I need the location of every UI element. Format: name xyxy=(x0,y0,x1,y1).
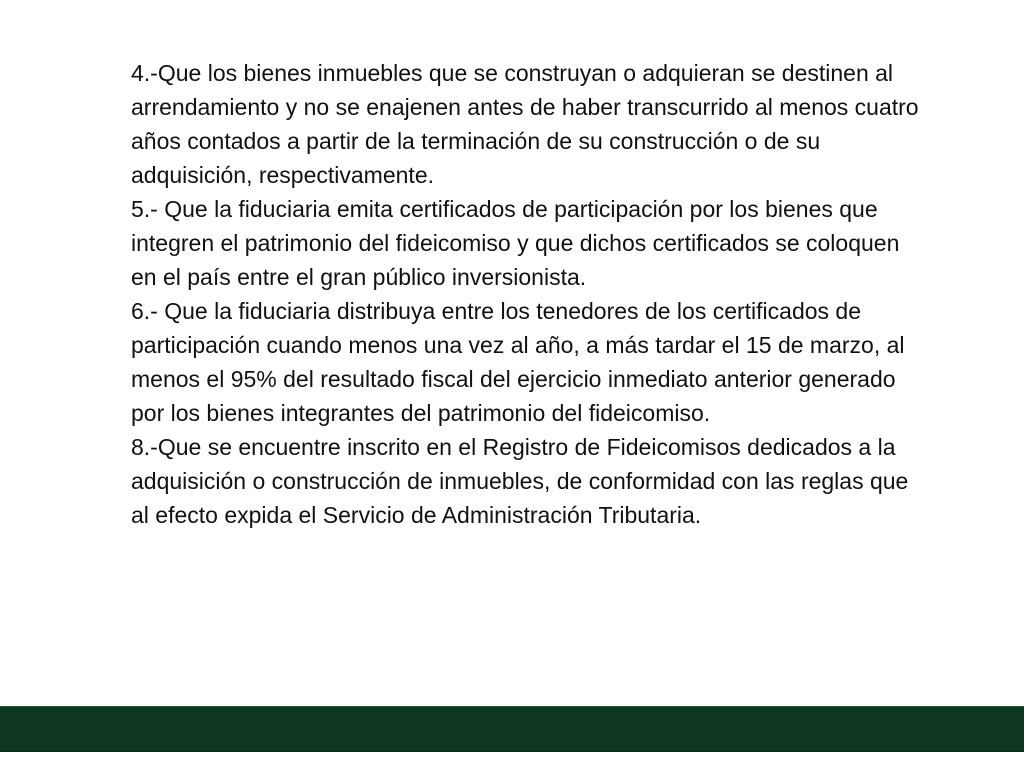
requirement-4: 4.-Que los bienes inmuebles que se construyan o adquieran se destinen al arrendamiento y no se enajenen antes de haber transcurrido al menos cuatro años contados a partir de la terminación de su construcción o de su adquisición, respectivamente. xyxy=(131,60,919,188)
slide-body xyxy=(131,56,931,532)
requirement-5: 5.- Que la fiduciaria emita certificados de participación por los bienes que integren el patrimonio del fideicomiso y que dichos certificados se coloquen en el país entre el gran público inversionista. xyxy=(131,196,900,290)
footer-band xyxy=(0,706,1024,752)
requirement-6: 6.- Que la fiduciaria distribuya entre los tenedores de los certificados de participación cuando menos una vez al año, a más tardar el 15 de marzo, al menos el 95% del resultado fiscal del ejercicio inmediato anterior generado por los bienes integrantes del patrimonio del fideicomiso. xyxy=(131,298,905,426)
requirement-8: 8.-Que se encuentre inscrito en el Registro de Fideicomisos dedicados a la adquisición o construcción de inmuebles, de conformidad con las reglas que al efecto expida el Servicio de Administración Tributaria. xyxy=(131,434,909,528)
